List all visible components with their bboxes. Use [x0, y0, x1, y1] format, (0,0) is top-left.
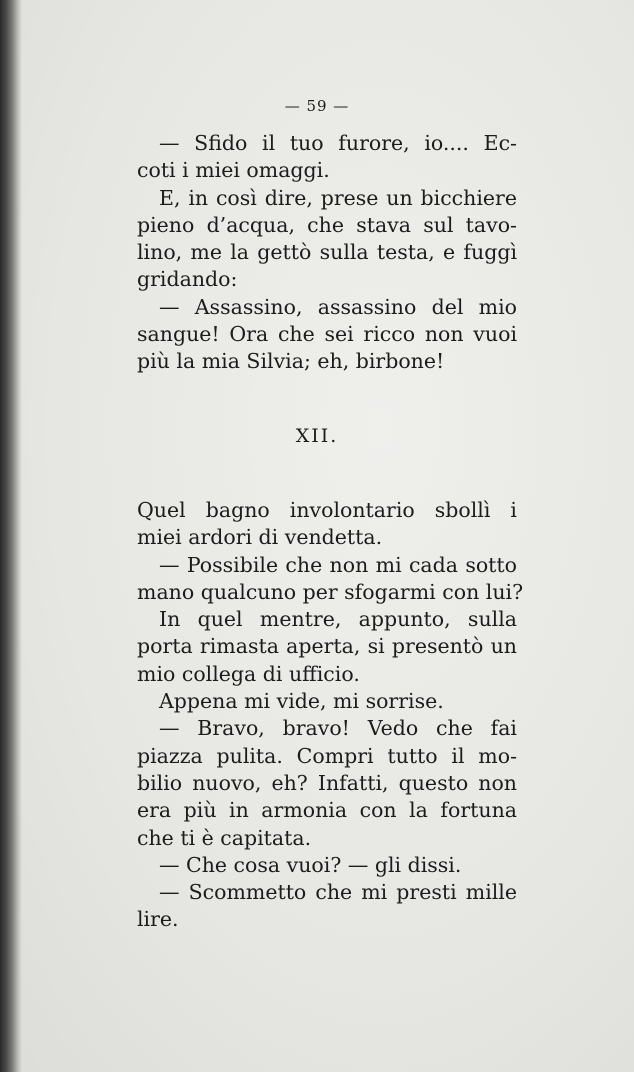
chapter-heading: XII. [295, 425, 339, 447]
text-line: — Che cosa vuoi? — gli dissi. [159, 852, 462, 877]
text-line: pieno d’acqua, che stava sul tavo- [137, 212, 517, 237]
text-line: bilio nuovo, eh? Infatti, questo non [137, 770, 517, 795]
text-line: era più in armonia con la fortuna [137, 798, 517, 823]
text-line: piazza pulita. Compri tutto il mo- [137, 743, 517, 768]
page-number: — 59 — [284, 97, 350, 115]
text-line: — Scommetto che mi presti mille [159, 880, 517, 905]
text-line: — Bravo, bravo! Vedo che fai [159, 716, 517, 741]
text-line: sangue! Ora che sei ricco non vuoi [137, 322, 517, 347]
text-line: — Assassino, assassino del mio [159, 294, 517, 319]
text-line: lino, me la gettò sulla testa, e fuggì [137, 240, 517, 265]
text-line: — Sfido il tuo furore, io.... Ec- [159, 131, 517, 155]
text-line: miei ardori di vendetta. [137, 525, 383, 550]
text-line: mio collega di ufficio. [137, 661, 360, 686]
text-line: — Possibile che non mi cada sotto [159, 552, 517, 577]
text-line: mano qualcuno per sfogarmi con lui? [137, 579, 524, 604]
binding-edge [0, 0, 22, 1072]
text-line: Quel bagno involontario sbollì i [137, 498, 517, 522]
text-line: gridando: [137, 267, 238, 292]
text-line: che ti è capitata. [137, 825, 312, 850]
text-line: In quel mentre, appunto, sulla [159, 607, 517, 632]
paragraph-block-bottom [137, 497, 524, 934]
text-line: E, in così dire, prese un bicchiere [159, 185, 517, 210]
text-line: porta rimasta aperta, si presentò un [137, 634, 517, 659]
text-line: coti i miei omaggi. [137, 158, 330, 183]
text-line: Appena mi vide, mi sorrise. [159, 689, 444, 714]
paragraph-block-top [137, 130, 517, 376]
text-line: più la mia Silvia; eh, birbone! [137, 349, 445, 374]
text-line: lire. [137, 907, 179, 932]
